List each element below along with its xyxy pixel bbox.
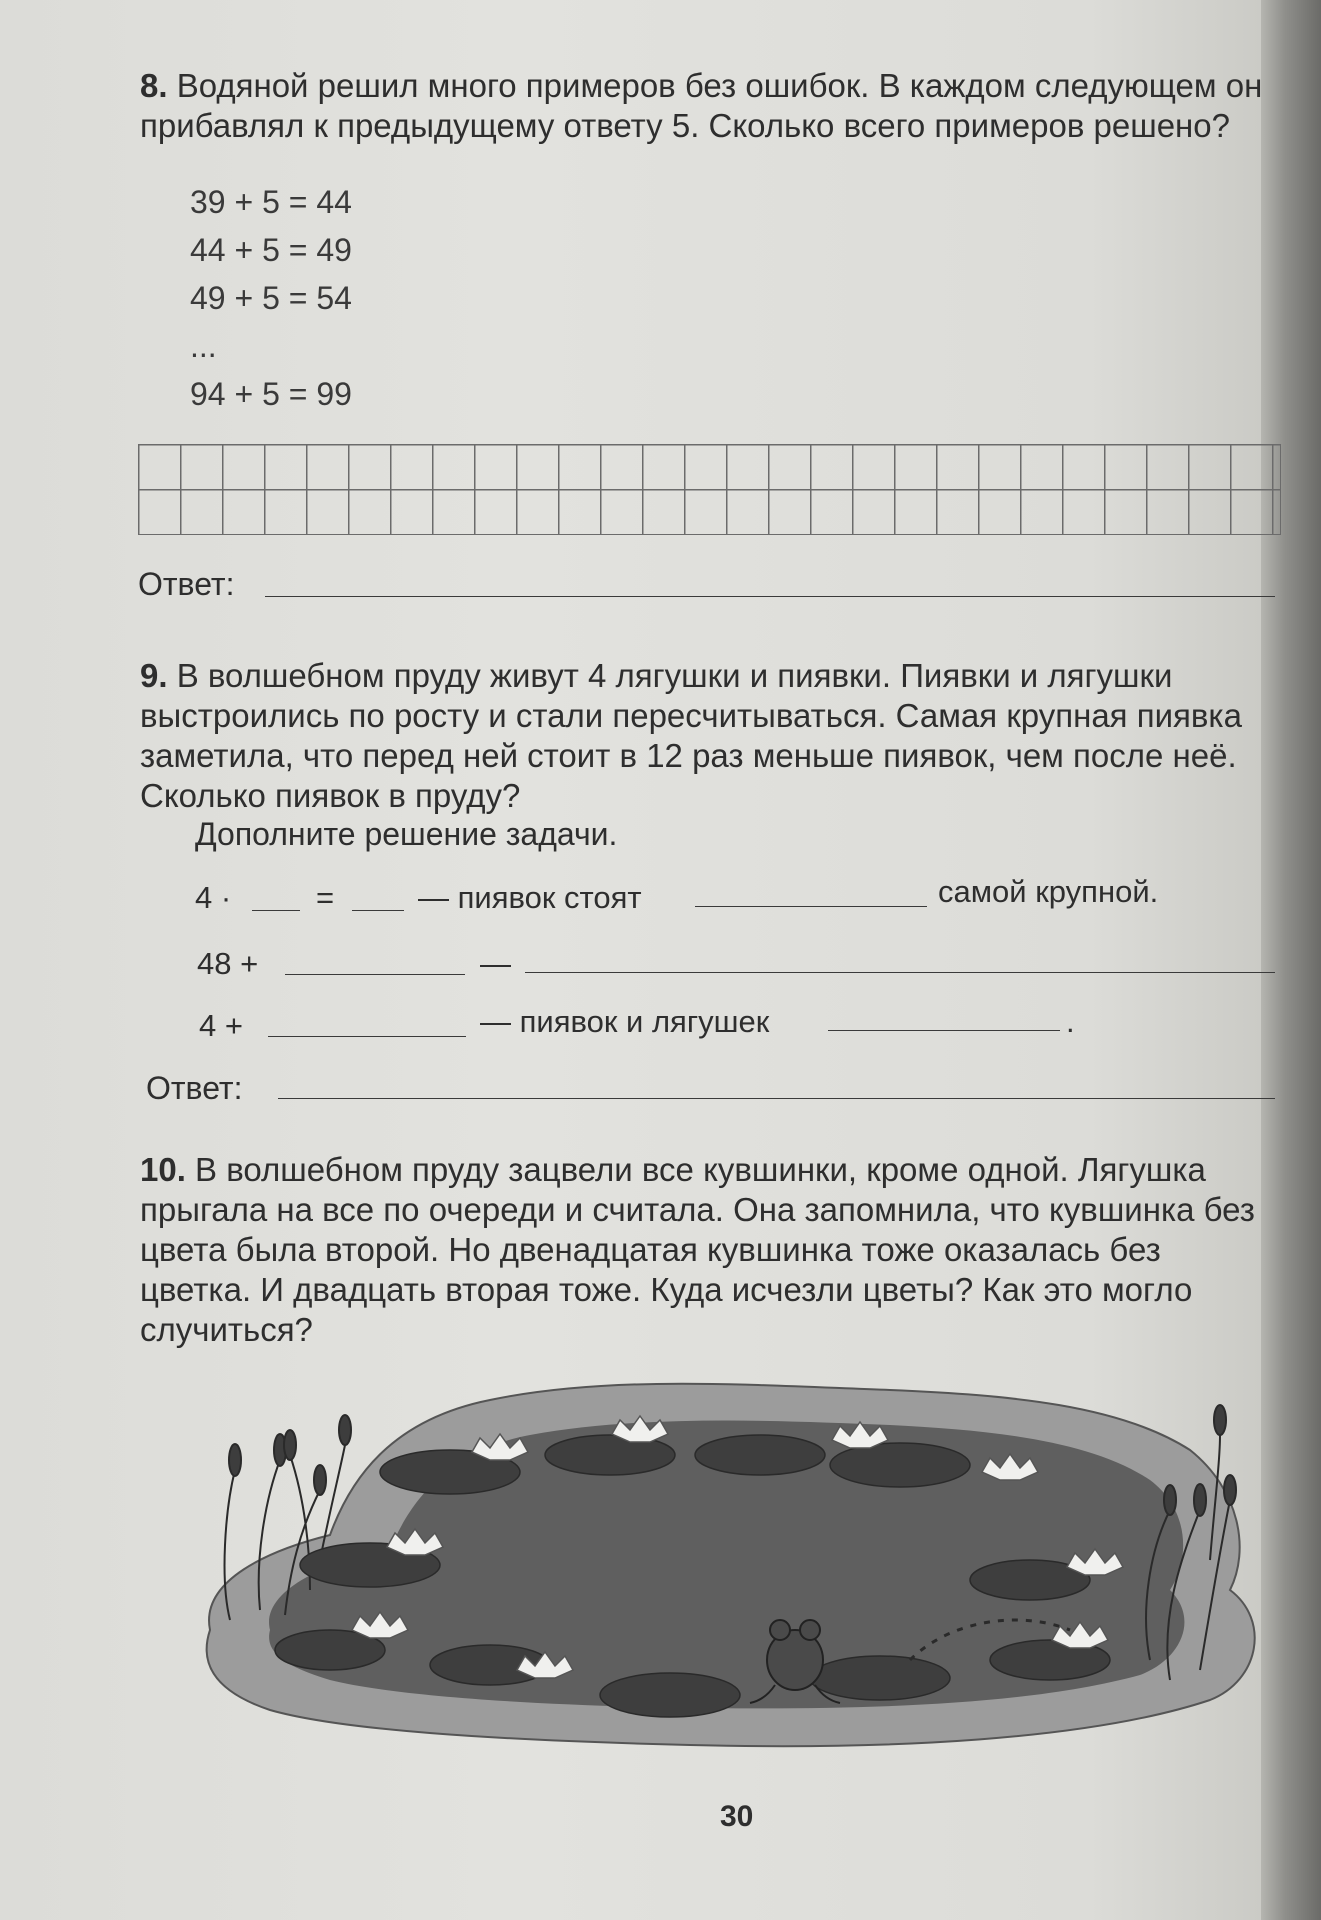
task-8-number: 8. bbox=[140, 67, 168, 104]
row1-eq: = bbox=[316, 880, 335, 915]
row1-blank-1[interactable] bbox=[252, 910, 300, 911]
equation-3: 49 + 5 = 54 bbox=[190, 280, 352, 316]
answer-grid[interactable] bbox=[138, 444, 1281, 535]
task-9-number: 9. bbox=[140, 657, 168, 694]
equation-2: 44 + 5 = 49 bbox=[190, 232, 352, 268]
row2-dash: — bbox=[480, 946, 511, 981]
row1-blank-2[interactable] bbox=[352, 910, 404, 911]
task-10-text: В волшебном пруду зацвели все кувшинки, кроме одной. Лягушка прыгала на все по очереди и считала. Она запомнила, что кувшинка без цвета была второй. Но двенадцатая кувшинка тоже оказалась без цветка. И двадцать вторая тоже. Куда исчезли цветы? Как это могло случиться? bbox=[140, 1151, 1255, 1348]
task-9-answer-label: Ответ: bbox=[146, 1070, 243, 1106]
row3-start: 4 + bbox=[199, 1008, 243, 1043]
row2-blank-1[interactable] bbox=[285, 974, 465, 975]
equation-last: 94 + 5 = 99 bbox=[190, 376, 352, 412]
row3-dash: — пиявок и лягушек bbox=[480, 1004, 770, 1039]
task-8-answer-label: Ответ: bbox=[138, 566, 235, 602]
row3-blank-1[interactable] bbox=[268, 1036, 466, 1037]
row1-end: самой крупной. bbox=[938, 874, 1159, 909]
row1-dash: — пиявок стоят bbox=[418, 880, 642, 915]
task-8 bbox=[140, 66, 1270, 146]
task-10-number: 10. bbox=[140, 1151, 186, 1188]
task-9-text: В волшебном пруду живут 4 лягушки и пиявки. Пиявки и лягушки выстроились по росту и стали пересчитываться. Самая крупная пиявка заметила, что перед ней стоит в 12 раз меньше пиявок, чем после неё. Сколько пиявок в пруду? bbox=[140, 657, 1242, 814]
solution-row-1 bbox=[195, 880, 231, 916]
equation-ellipsis: ... bbox=[190, 328, 217, 364]
row3-end: . bbox=[1066, 1004, 1075, 1039]
equation-1: 39 + 5 = 44 bbox=[190, 184, 352, 220]
row2-start: 48 + bbox=[197, 946, 259, 981]
row3-blank-2[interactable] bbox=[828, 1030, 1060, 1031]
task-8-text: Водяной решил много примеров без ошибок. В каждом следующем он прибавлял к предыдущему ответу 5. Сколько всего примеров решено? bbox=[140, 67, 1263, 144]
task-9 bbox=[140, 656, 1270, 816]
row2-blank-2[interactable] bbox=[525, 972, 1275, 973]
row1-blank-3[interactable] bbox=[695, 906, 927, 907]
task-8-answer-line[interactable] bbox=[265, 596, 1275, 597]
pond-illustration bbox=[190, 1360, 1300, 1760]
task-9-answer-line[interactable] bbox=[278, 1098, 1275, 1099]
page-number: 30 bbox=[720, 1800, 754, 1833]
task-10 bbox=[140, 1150, 1270, 1350]
task-9-instruction: Дополните решение задачи. bbox=[195, 816, 618, 852]
row1-start: 4 · bbox=[195, 880, 232, 915]
